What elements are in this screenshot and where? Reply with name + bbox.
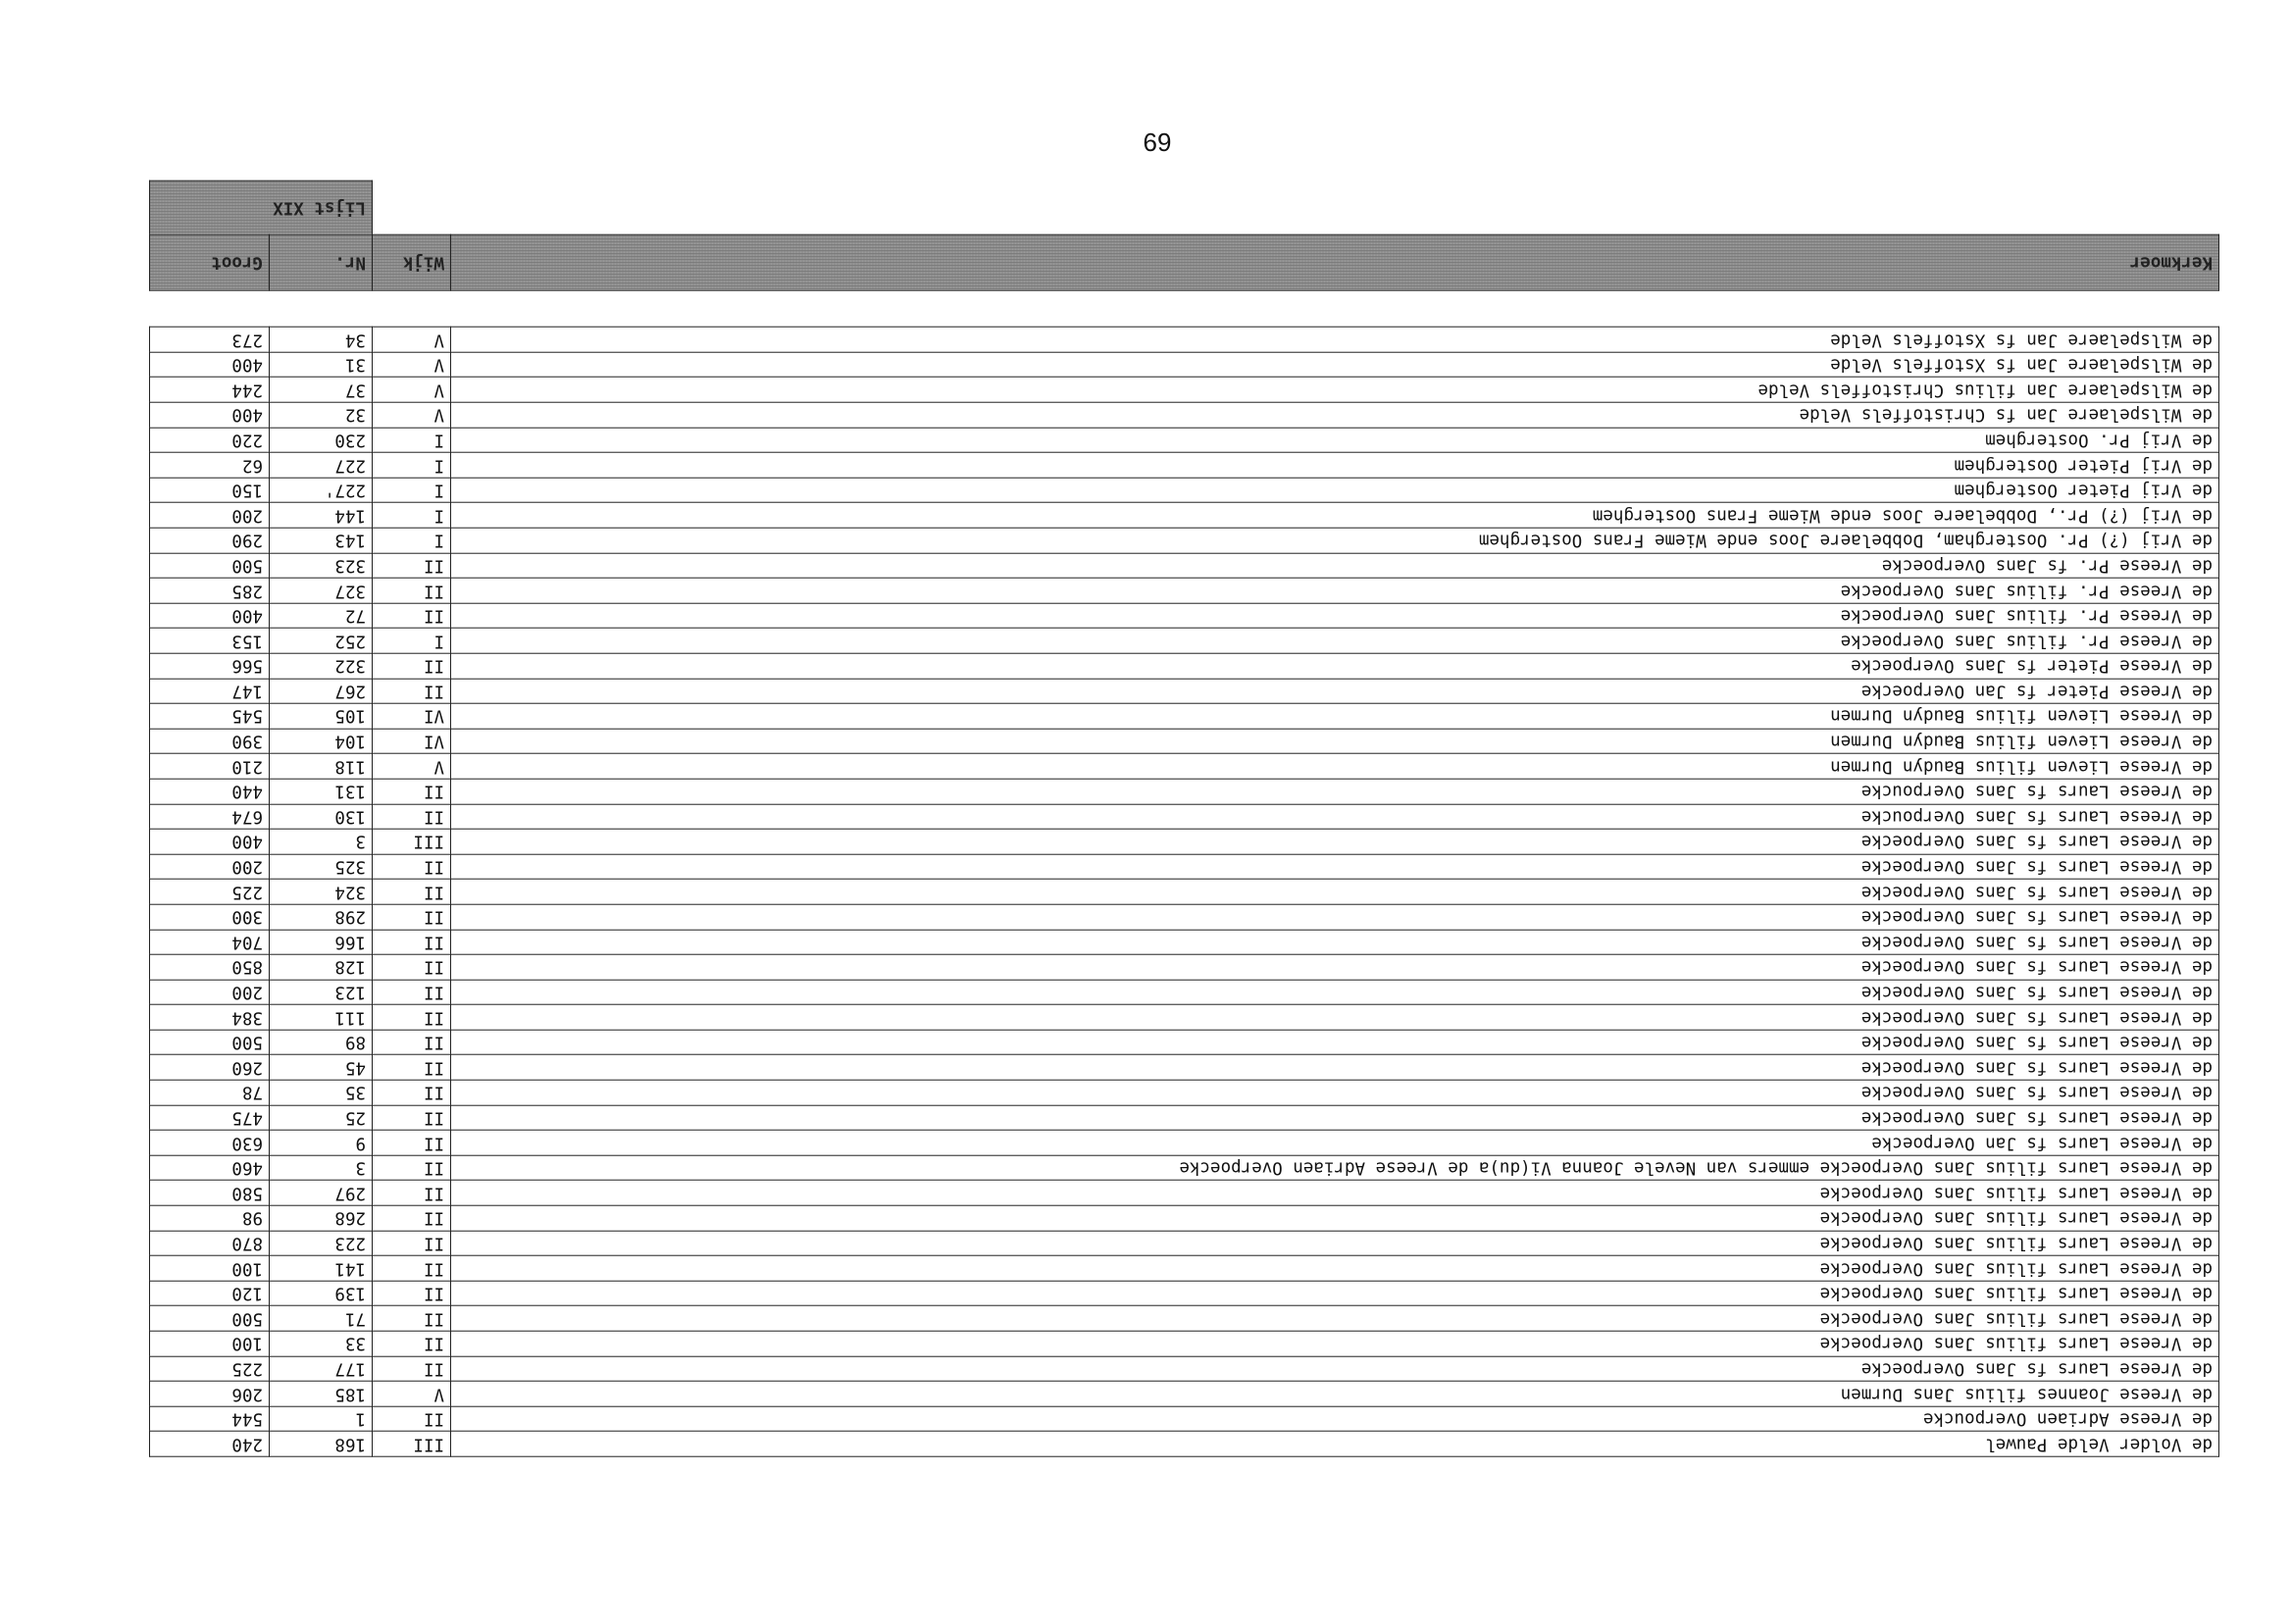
table-row bbox=[150, 1055, 2219, 1081]
cell-size: 400 bbox=[150, 352, 270, 378]
cell-name: de Vrij Pr. Oosterghem bbox=[451, 428, 2219, 453]
cell-name: de Vrij Pieter Oosterghem bbox=[451, 452, 2219, 478]
cell-size: 200 bbox=[150, 503, 270, 529]
cell-fol: 267 bbox=[270, 679, 373, 704]
cell-vol: II bbox=[373, 578, 451, 603]
cell-vol: II bbox=[373, 804, 451, 830]
cell-vol: II bbox=[373, 1080, 451, 1105]
cell-vol: V bbox=[373, 328, 451, 353]
cell-name: de Vreese Laurs filius Jans Overpoecke bbox=[451, 1281, 2219, 1306]
cell-fol: 139 bbox=[270, 1281, 373, 1306]
cell-fol: 185 bbox=[270, 1381, 373, 1406]
cell-fol: 131 bbox=[270, 779, 373, 804]
cell-size: 200 bbox=[150, 854, 270, 880]
cell-name: de Vreese Laurs fs Jan Overpoecke bbox=[451, 1131, 2219, 1156]
cell-name: de Vreese Pr. fs Jans Overpoecke bbox=[451, 553, 2219, 579]
table-row bbox=[150, 1155, 2219, 1181]
table-row bbox=[150, 1281, 2219, 1306]
cell-size: 206 bbox=[150, 1381, 270, 1406]
cell-fol: 168 bbox=[270, 1432, 373, 1457]
cell-fol: 3 bbox=[270, 1155, 373, 1181]
cell-name: de Vreese Laurs filius Jans Overpoecke bbox=[451, 1306, 2219, 1332]
cell-name: de Vrij (?) Pr., Dobbelaere Joos ende Wieme Frans Oosterghem bbox=[451, 503, 2219, 529]
cell-vol: II bbox=[373, 1231, 451, 1256]
table-row bbox=[150, 854, 2219, 880]
cell-vol: II bbox=[373, 1306, 451, 1332]
cell-name: de Wilspelaere Jan fs Xstoffels Velde bbox=[451, 352, 2219, 378]
cell-name: de Vreese Joannes filius Jans Durmen bbox=[451, 1381, 2219, 1406]
cell-fol: 72 bbox=[270, 603, 373, 629]
cell-size: 100 bbox=[150, 1255, 270, 1281]
cell-name: de Vreese Pr. filius Jans Overpoecke bbox=[451, 603, 2219, 629]
table-row bbox=[150, 1331, 2219, 1356]
cell-fol: 37 bbox=[270, 378, 373, 403]
cell-vol: II bbox=[373, 1155, 451, 1181]
cell-name: de Vreese Pr. filius Jans Overpoecke bbox=[451, 578, 2219, 603]
cell-size: 100 bbox=[150, 1331, 270, 1356]
cell-size: 850 bbox=[150, 954, 270, 980]
cell-vol: I bbox=[373, 629, 451, 654]
cell-size: 674 bbox=[150, 804, 270, 830]
cell-size: 400 bbox=[150, 603, 270, 629]
cell-fol: 177 bbox=[270, 1356, 373, 1382]
cell-name: de Vreese Laurs fs Jans Overpoecke bbox=[451, 980, 2219, 1005]
header-fol: Nr. bbox=[270, 235, 373, 291]
cell-fol: 123 bbox=[270, 980, 373, 1005]
cell-name: de Vreese Pieter fs Jan Overpoecke bbox=[451, 679, 2219, 704]
cell-size: 384 bbox=[150, 1005, 270, 1031]
cell-size: 545 bbox=[150, 703, 270, 729]
cell-fol: 252 bbox=[270, 629, 373, 654]
header-size: Groot bbox=[150, 235, 270, 291]
cell-vol: II bbox=[373, 1105, 451, 1131]
cell-name: de Vreese Laurs filius Jans Overpoecke emmers van Nevele Joanna Vi(du)a de Vreese Adriaen Overpoecke bbox=[451, 1155, 2219, 1181]
table-row bbox=[150, 528, 2219, 553]
cell-vol: I bbox=[373, 452, 451, 478]
cell-vol: II bbox=[373, 930, 451, 955]
cell-fol: 324 bbox=[270, 880, 373, 905]
cell-size: 260 bbox=[150, 1055, 270, 1081]
table-row bbox=[150, 1231, 2219, 1256]
cell-vol: II bbox=[373, 1331, 451, 1356]
cell-size: 704 bbox=[150, 930, 270, 955]
table-row bbox=[150, 1432, 2219, 1457]
table-row bbox=[150, 1406, 2219, 1432]
header-sub-row bbox=[150, 181, 2219, 235]
cell-size: 580 bbox=[150, 1181, 270, 1206]
cell-name: de Vrij (?) Pr. Oostergham, Dobbelaere Joos ende Wieme Frans Oosterghem bbox=[451, 528, 2219, 553]
cell-fol: 118 bbox=[270, 754, 373, 780]
table-row bbox=[150, 553, 2219, 579]
cell-vol: II bbox=[373, 603, 451, 629]
cell-vol: II bbox=[373, 1356, 451, 1382]
cell-name: de Vreese Laurs fs Jans Overpoecke bbox=[451, 1105, 2219, 1131]
cell-size: 475 bbox=[150, 1105, 270, 1131]
cell-fol: 227 bbox=[270, 452, 373, 478]
cell-name: de Vreese Pieter fs Jans Overpoecke bbox=[451, 653, 2219, 679]
register-table bbox=[149, 180, 2219, 1457]
cell-size: 220 bbox=[150, 428, 270, 453]
cell-fol: 32 bbox=[270, 402, 373, 428]
table-row bbox=[150, 703, 2219, 729]
cell-fol: 141 bbox=[270, 1255, 373, 1281]
cell-size: 500 bbox=[150, 553, 270, 579]
cell-size: 440 bbox=[150, 779, 270, 804]
cell-name: de Vreese Lieven filius Baudyn Durmen bbox=[451, 754, 2219, 780]
cell-size: 225 bbox=[150, 880, 270, 905]
cell-size: 290 bbox=[150, 528, 270, 553]
table-row bbox=[150, 804, 2219, 830]
cell-vol: II bbox=[373, 679, 451, 704]
table-row bbox=[150, 930, 2219, 955]
cell-name: de Vreese Laurs fs Jans Overpoucke bbox=[451, 804, 2219, 830]
cell-fol: 1 bbox=[270, 1406, 373, 1432]
cell-vol: II bbox=[373, 1055, 451, 1081]
cell-name: de Wilspelaere Jan filius Christoffels Velde bbox=[451, 378, 2219, 403]
cell-fol: 325 bbox=[270, 854, 373, 880]
table-row bbox=[150, 1381, 2219, 1406]
cell-name: de Wilspelaere Jan fs Christoffels Velde bbox=[451, 402, 2219, 428]
cell-fol: 166 bbox=[270, 930, 373, 955]
table-row bbox=[150, 754, 2219, 780]
cell-vol: II bbox=[373, 1181, 451, 1206]
cell-vol: I bbox=[373, 503, 451, 529]
cell-fol: 104 bbox=[270, 729, 373, 754]
cell-fol: 128 bbox=[270, 954, 373, 980]
cell-name: de Vreese Laurs filius Jans Overpoecke bbox=[451, 1331, 2219, 1356]
cell-size: 200 bbox=[150, 980, 270, 1005]
cell-name: de Vreese Laurs filius Jans Overpoecke bbox=[451, 1255, 2219, 1281]
cell-size: 400 bbox=[150, 402, 270, 428]
table-row bbox=[150, 1255, 2219, 1281]
table-row bbox=[150, 980, 2219, 1005]
cell-vol: II bbox=[373, 1281, 451, 1306]
cell-size: 150 bbox=[150, 478, 270, 503]
cell-vol: VI bbox=[373, 703, 451, 729]
cell-name: de Vreese Laurs fs Jans Overpoecke bbox=[451, 1005, 2219, 1031]
cell-fol: 89 bbox=[270, 1030, 373, 1055]
cell-fol: 223 bbox=[270, 1231, 373, 1256]
cell-size: 62 bbox=[150, 452, 270, 478]
cell-size: 273 bbox=[150, 328, 270, 353]
cell-name: de Vreese Laurs filius Jans Overpoecke bbox=[451, 1181, 2219, 1206]
cell-name: de Vreese Lieven filius Baudyn Durmen bbox=[451, 703, 2219, 729]
header-vol: Wijk bbox=[373, 235, 451, 291]
table-row bbox=[150, 478, 2219, 503]
cell-vol: II bbox=[373, 1030, 451, 1055]
cell-name: de Vreese Laurs fs Jans Overpoecke bbox=[451, 854, 2219, 880]
cell-name: de Vreese Laurs fs Jans Overpoecke bbox=[451, 880, 2219, 905]
cell-name: de Vreese Laurs fs Jans Overpoecke bbox=[451, 1356, 2219, 1382]
upside-down-register bbox=[150, 180, 2219, 1457]
cell-vol: II bbox=[373, 904, 451, 930]
cell-vol: II bbox=[373, 880, 451, 905]
register-header bbox=[150, 181, 2219, 328]
page-number: 69 bbox=[1143, 127, 1172, 157]
cell-vol: III bbox=[373, 829, 451, 854]
cell-vol: I bbox=[373, 528, 451, 553]
table-row bbox=[150, 352, 2219, 378]
cell-size: 153 bbox=[150, 629, 270, 654]
cell-vol: II bbox=[373, 1406, 451, 1432]
cell-size: 400 bbox=[150, 829, 270, 854]
header-row bbox=[150, 235, 2219, 291]
table-row bbox=[150, 729, 2219, 754]
cell-vol: II bbox=[373, 653, 451, 679]
cell-vol: II bbox=[373, 980, 451, 1005]
table-row bbox=[150, 402, 2219, 428]
table-row bbox=[150, 954, 2219, 980]
cell-fol: 230 bbox=[270, 428, 373, 453]
cell-name: de Vreese Lieven filius Baudyn Durmen bbox=[451, 729, 2219, 754]
cell-size: 630 bbox=[150, 1131, 270, 1156]
cell-size: 210 bbox=[150, 754, 270, 780]
table-row bbox=[150, 578, 2219, 603]
cell-name: de Vreese Laurs fs Jans Overpoecke bbox=[451, 1080, 2219, 1105]
cell-vol: III bbox=[373, 1432, 451, 1457]
cell-fol: 227' bbox=[270, 478, 373, 503]
table-row bbox=[150, 1356, 2219, 1382]
table-row bbox=[150, 328, 2219, 353]
table-row bbox=[150, 1306, 2219, 1332]
header-sub-label: Lijst XIX bbox=[150, 181, 373, 235]
cell-fol: 297 bbox=[270, 1181, 373, 1206]
cell-fol: 144 bbox=[270, 503, 373, 529]
cell-vol: II bbox=[373, 1205, 451, 1231]
cell-size: 566 bbox=[150, 653, 270, 679]
cell-name: de Vreese Laurs fs Jans Overpoecke bbox=[451, 1055, 2219, 1081]
table-row bbox=[150, 653, 2219, 679]
cell-vol: I bbox=[373, 478, 451, 503]
cell-fol: 322 bbox=[270, 653, 373, 679]
table-row bbox=[150, 428, 2219, 453]
table-row bbox=[150, 904, 2219, 930]
table-row bbox=[150, 1080, 2219, 1105]
cell-vol: V bbox=[373, 754, 451, 780]
cell-size: 500 bbox=[150, 1030, 270, 1055]
cell-vol: II bbox=[373, 854, 451, 880]
cell-vol: I bbox=[373, 428, 451, 453]
cell-fol: 327 bbox=[270, 578, 373, 603]
cell-size: 225 bbox=[150, 1356, 270, 1382]
cell-vol: II bbox=[373, 779, 451, 804]
cell-fol: 298 bbox=[270, 904, 373, 930]
cell-vol: II bbox=[373, 1131, 451, 1156]
cell-fol: 105 bbox=[270, 703, 373, 729]
cell-size: 78 bbox=[150, 1080, 270, 1105]
cell-size: 460 bbox=[150, 1155, 270, 1181]
cell-fol: 9 bbox=[270, 1131, 373, 1156]
cell-fol: 45 bbox=[270, 1055, 373, 1081]
table-row bbox=[150, 503, 2219, 529]
cell-fol: 3 bbox=[270, 829, 373, 854]
cell-size: 390 bbox=[150, 729, 270, 754]
cell-size: 300 bbox=[150, 904, 270, 930]
cell-name: de Vreese Pr. filius Jans Overpoecke bbox=[451, 629, 2219, 654]
table-row bbox=[150, 1131, 2219, 1156]
table-row bbox=[150, 629, 2219, 654]
table-row bbox=[150, 1181, 2219, 1206]
cell-vol: II bbox=[373, 954, 451, 980]
cell-fol: 111 bbox=[270, 1005, 373, 1031]
table-row bbox=[150, 779, 2219, 804]
cell-fol: 323 bbox=[270, 553, 373, 579]
cell-name: de Vreese Laurs fs Jans Overpoecke bbox=[451, 829, 2219, 854]
cell-size: 98 bbox=[150, 1205, 270, 1231]
cell-name: de Vrij Pieter Oosterghem bbox=[451, 478, 2219, 503]
cell-fol: 71 bbox=[270, 1306, 373, 1332]
cell-name: de Vreese Laurs fs Jans Overpoecke bbox=[451, 954, 2219, 980]
cell-size: 285 bbox=[150, 578, 270, 603]
cell-name: de Vreese Laurs fs Jans Overpoecke bbox=[451, 930, 2219, 955]
cell-fol: 35 bbox=[270, 1080, 373, 1105]
table-row bbox=[150, 1105, 2219, 1131]
table-row bbox=[150, 1030, 2219, 1055]
cell-size: 870 bbox=[150, 1231, 270, 1256]
cell-fol: 31 bbox=[270, 352, 373, 378]
cell-vol: VI bbox=[373, 729, 451, 754]
cell-fol: 143 bbox=[270, 528, 373, 553]
table-row bbox=[150, 452, 2219, 478]
table-row bbox=[150, 829, 2219, 854]
cell-size: 120 bbox=[150, 1281, 270, 1306]
register-rows bbox=[150, 328, 2219, 1457]
cell-vol: V bbox=[373, 402, 451, 428]
header-name: Kerkmoer bbox=[451, 235, 2219, 291]
cell-name: de Vreese Laurs fs Jans Overpoecke bbox=[451, 904, 2219, 930]
cell-size: 544 bbox=[150, 1406, 270, 1432]
table-row bbox=[150, 1205, 2219, 1231]
table-row bbox=[150, 603, 2219, 629]
cell-name: de Vreese Laurs fs Jans Overpoucke bbox=[451, 779, 2219, 804]
cell-vol: II bbox=[373, 553, 451, 579]
cell-size: 240 bbox=[150, 1432, 270, 1457]
cell-fol: 25 bbox=[270, 1105, 373, 1131]
cell-fol: 268 bbox=[270, 1205, 373, 1231]
cell-name: de Vreese Laurs filius Jans Overpoecke bbox=[451, 1231, 2219, 1256]
cell-name: de Volder Velde Pauwel bbox=[451, 1432, 2219, 1457]
cell-name: de Vreese Laurs filius Jans Overpoecke bbox=[451, 1205, 2219, 1231]
cell-vol: V bbox=[373, 1381, 451, 1406]
cell-fol: 33 bbox=[270, 1331, 373, 1356]
cell-vol: II bbox=[373, 1255, 451, 1281]
cell-fol: 34 bbox=[270, 328, 373, 353]
cell-fol: 130 bbox=[270, 804, 373, 830]
cell-name: de Vreese Laurs fs Jans Overpoecke bbox=[451, 1030, 2219, 1055]
cell-vol: V bbox=[373, 352, 451, 378]
cell-name: de Wilspelaere Jan fs Xstoffels Velde bbox=[451, 328, 2219, 353]
cell-name: de Vreese Adriaen Overpoucke bbox=[451, 1406, 2219, 1432]
table-row bbox=[150, 679, 2219, 704]
cell-size: 500 bbox=[150, 1306, 270, 1332]
table-row bbox=[150, 378, 2219, 403]
table-row bbox=[150, 880, 2219, 905]
cell-vol: V bbox=[373, 378, 451, 403]
cell-vol: II bbox=[373, 1005, 451, 1031]
table-row bbox=[150, 1005, 2219, 1031]
cell-size: 244 bbox=[150, 378, 270, 403]
cell-size: 147 bbox=[150, 679, 270, 704]
